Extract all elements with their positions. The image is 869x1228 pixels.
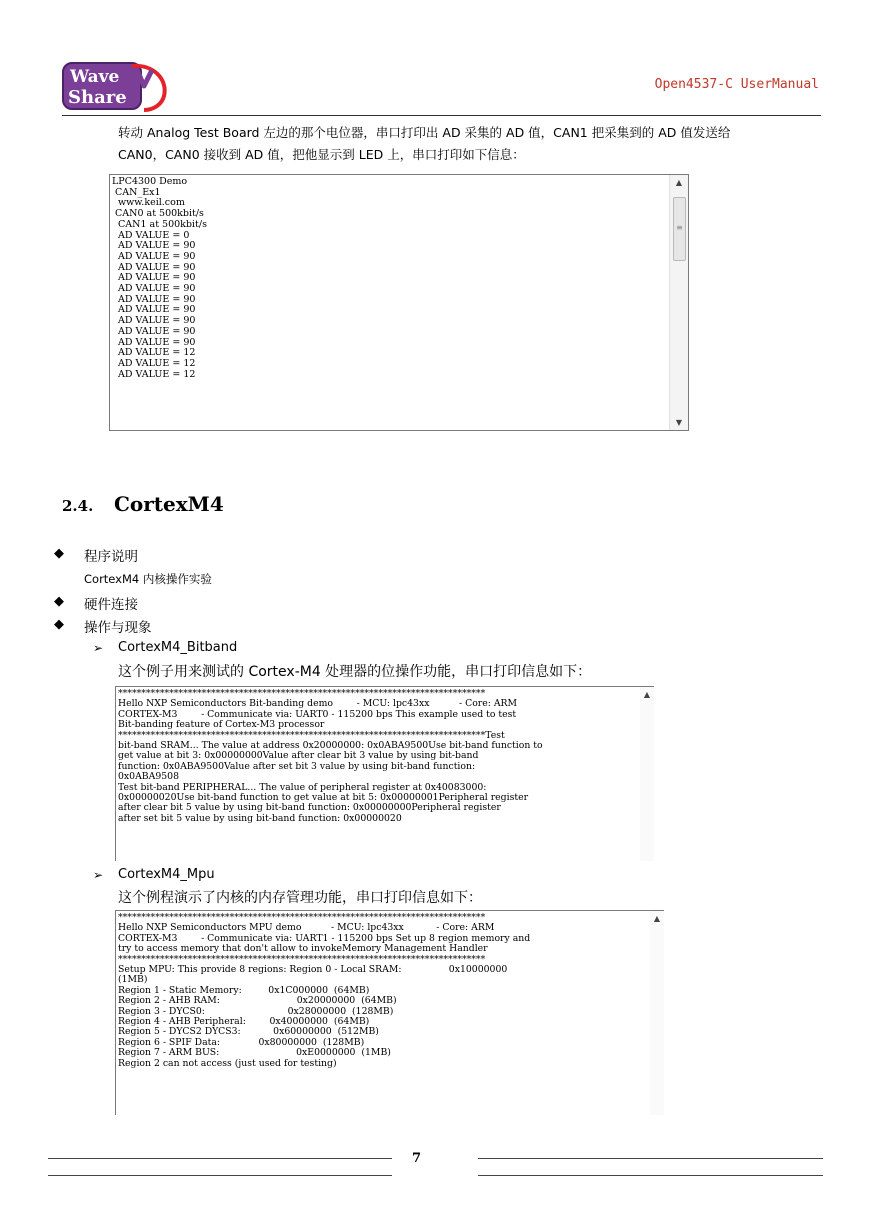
terminal-line: Region 3 - DYCS0: 0x28000000 (128MB) [118,1005,394,1017]
arrow-bullet-icon: ➢ [93,868,104,882]
terminal-line: get value at bit 3: 0x00000000Value after clear bit 3 value by using bit-band [118,750,479,762]
serial-output-lines [118,913,644,1069]
terminal-line: after set bit 5 value by using bit-band function: 0x00000020 [118,812,402,824]
terminal-line: Region 2 - AHB RAM: 0x20000000 (64MB) [118,995,397,1007]
header-divider [62,115,821,116]
terminal-line: bit-band SRAM... The value at address 0x20000000: 0x0ABA9500Use bit-band function to [118,740,543,752]
vertical-scrollbar[interactable] [669,175,688,430]
grip-icon: ≡ [676,223,683,232]
section-title: CortexM4 [114,492,224,516]
terminal-line: CAN0 at 500kbit/s [112,208,204,220]
terminal-line: AD VALUE = 90 [112,283,196,295]
bitband-desc: 这个例子用来测试的 Cortex-M4 处理器的位操作功能，串口打印信息如下： [118,664,592,680]
terminal-line: (1MB) [118,974,148,986]
footer-rule-left-top [48,1158,392,1159]
diamond-bullet-icon: ◆ [54,617,64,632]
terminal-line: www.keil.com [112,197,185,209]
terminal-line: Test bit-band PERIPHERAL... The value of peripheral register at 0x40083000: [118,781,487,793]
terminal-line: after clear bit 5 value by using bit-band function: 0x00000000Peripheral register [118,802,501,814]
diamond-bullet-icon: ◆ [54,546,64,561]
footer-rule-right-top [478,1158,823,1159]
scroll-thumb[interactable] [673,197,686,261]
terminal-line: AD VALUE = 90 [112,293,196,305]
program-detail: CortexM4 内核操作实验 [84,572,212,586]
scroll-down-arrow-icon[interactable]: ▼ [675,418,683,427]
serial-output-bitband[interactable] [115,686,654,861]
terminal-line: AD VALUE = 90 [112,325,196,337]
terminal-line: CAN1 at 500kbit/s [112,218,207,230]
bitband-title: CortexM4_Bitband [118,640,238,655]
terminal-line: AD VALUE = 90 [112,240,196,252]
vertical-scrollbar[interactable] [640,687,654,861]
terminal-line: CAN_Ex1 [112,186,161,198]
terminal-line: Region 2 can not access (just used for testing) [118,1057,337,1069]
vertical-scrollbar[interactable] [650,911,664,1115]
mpu-title: CortexM4_Mpu [118,867,215,882]
terminal-line: 0x0ABA9508 [118,771,179,783]
serial-output-lines [112,177,668,380]
terminal-line: AD VALUE = 12 [112,368,196,380]
terminal-line: AD VALUE = 90 [112,261,196,273]
terminal-line: Region 1 - Static Memory: 0x1C000000 (64MB) [118,984,370,996]
terminal-line: ******************************************************************************* [118,912,486,923]
header-title: Open4537-C UserManual [654,77,819,92]
diamond-bullet-icon: ◆ [54,594,64,609]
serial-output-mpu[interactable] [115,910,664,1115]
terminal-line: function: 0x0ABA9500Value after set bit 3 value by using bit-band function: [118,760,476,772]
arrow-bullet-icon: ➢ [93,641,104,655]
terminal-line: Setup MPU: This provide 8 regions: Region 0 - Local SRAM: 0x10000000 [118,964,508,976]
intro-line-1: 转动 Analog Test Board 左边的那个电位器，串口打印出 AD 采集的 AD 值，CAN1 把采集到的 AD 值发送给 [118,125,731,140]
serial-output-lines [118,689,634,824]
scroll-up-arrow-icon[interactable]: ▲ [643,690,651,699]
terminal-line: Hello NXP Semiconductors MPU demo - MCU: lpc43xx - Core: ARM [118,922,495,934]
terminal-line: *******************************************************************************Test [118,729,505,741]
terminal-line: LPC4300 Demo [112,176,188,187]
terminal-line: AD VALUE = 90 [112,272,196,284]
terminal-line: CORTEX-M3 - Communicate via: UART1 - 115200 bps Set up 8 region memory and [118,932,531,944]
bullet-program-desc: 程序说明 [84,549,138,565]
footer-rule-left-bottom [48,1175,392,1176]
logo-text-top: Wave [70,67,120,87]
waveshare-logo [62,62,170,112]
intro-line-2: CAN0，CAN0 接收到 AD 值，把他显示到 LED 上，串口打印如下信息： [118,147,525,162]
terminal-line: 0x00000020Use bit-band function to get value at bit 5: 0x00000001Peripheral register [118,792,529,804]
terminal-line: AD VALUE = 12 [112,357,196,369]
serial-output-can[interactable] [109,174,689,431]
terminal-line: AD VALUE = 0 [112,229,190,241]
footer-rule-right-bottom [478,1175,823,1176]
terminal-line: Hello NXP Semiconductors Bit-banding demo - MCU: lpc43xx - Core: ARM [118,698,518,710]
terminal-line: AD VALUE = 90 [112,304,196,316]
terminal-line: AD VALUE = 90 [112,315,196,327]
terminal-line: Region 7 - ARM BUS: 0xE0000000 (1MB) [118,1047,391,1059]
scroll-up-arrow-icon[interactable]: ▲ [675,178,683,187]
terminal-line: ******************************************************************************* [118,688,486,699]
terminal-line: Region 6 - SPIF Data: 0x80000000 (128MB) [118,1036,365,1048]
terminal-line: Bit-banding feature of Cortex-M3 processor [118,719,325,731]
page-number: 7 [412,1151,422,1166]
terminal-line: Region 4 - AHB Peripheral: 0x40000000 (64MB) [118,1016,370,1028]
scroll-up-arrow-icon[interactable]: ▲ [653,914,661,923]
bullet-hardware: 硬件连接 [84,597,138,613]
bullet-operation: 操作与现象 [84,620,152,636]
logo-text-bottom: Share [68,87,127,108]
terminal-line: ******************************************************************************* [118,953,486,965]
terminal-line: CORTEX-M3 - Communicate via: UART0 - 115200 bps This example used to test [118,708,517,720]
section-number: 2.4. [62,497,94,515]
terminal-line: AD VALUE = 90 [112,336,196,348]
terminal-line: AD VALUE = 90 [112,250,196,262]
terminal-line: Region 5 - DYCS2 DYCS3: 0x60000000 (512MB) [118,1026,379,1038]
mpu-desc: 这个例程演示了内核的内存管理功能，串口打印信息如下： [118,890,482,906]
terminal-line: try to access memory that don't allow to invokeMemory Management Handler [118,943,488,955]
terminal-line: AD VALUE = 12 [112,347,196,359]
